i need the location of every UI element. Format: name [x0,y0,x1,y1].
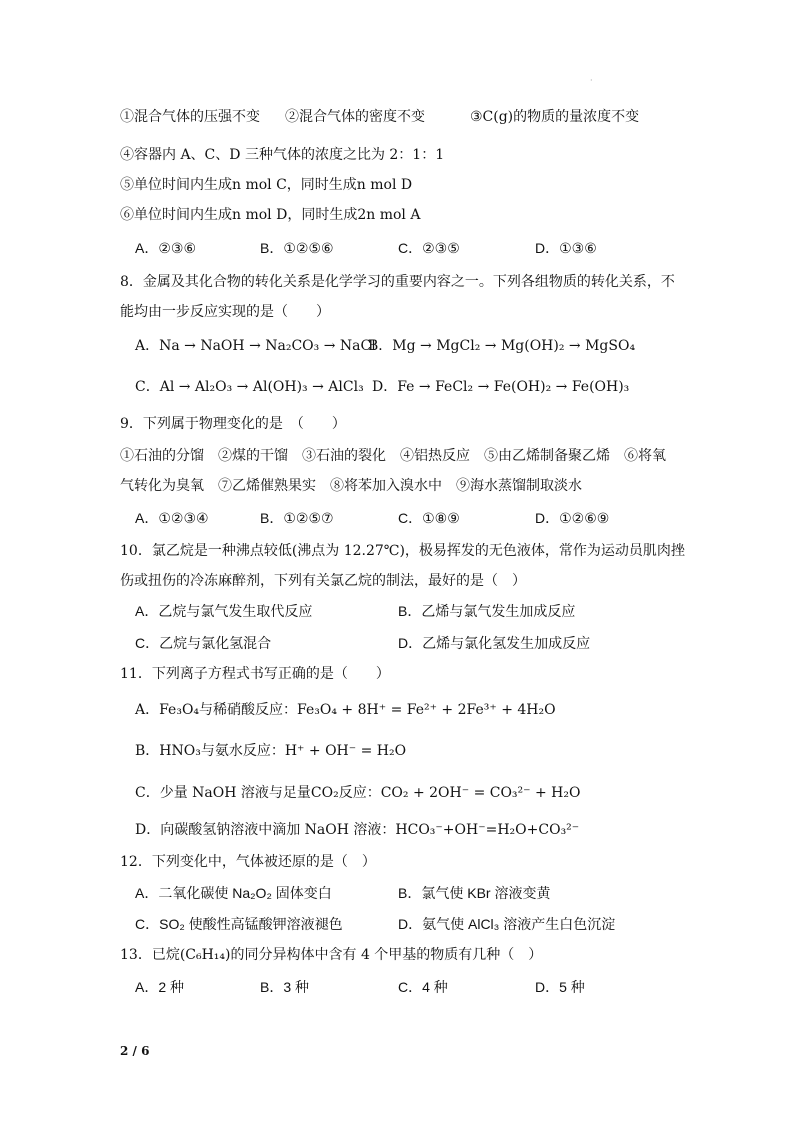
page-number: 2 / 6 [120,1044,150,1058]
q7-option-d: D．①③⑥ [535,240,597,256]
q12-option-a: A．二氧化碳使 Na₂O₂ 固体变白 [135,885,332,901]
corner-mark: · [590,76,593,85]
q11-option-a: A．Fe₃O₄与稀硝酸反应：Fe₃O₄ + 8H⁺ = Fe²⁺ + 2Fe³⁺ + 4H₂O [135,702,556,718]
q13-option-b: B．3 种 [260,979,310,995]
q8-stem-line2: 能均由一步反应实现的是（ ） [120,304,330,320]
q7-cond6: ⑥单位时间内生成n mol D，同时生成2n mol A [120,207,421,223]
q9-items-line1: ①石油的分馏 ②煤的干馏 ③石油的裂化 ④铝热反应 ⑤由乙烯制备聚乙烯 ⑥将氧 [120,448,666,464]
q10-option-b: B．乙烯与氯气发生加成反应 [398,603,576,619]
q10-option-c: C．乙烷与氯化氢混合 [135,635,272,651]
q9-stem: 9．下列属于物理变化的是 （ ） [120,416,346,432]
q8-option-c: C．Al → Al₂O₃ → Al(OH)₃ → AlCl₃ [135,379,364,395]
q12-option-c: C．SO₂ 使酸性高锰酸钾溶液褪色 [135,916,343,932]
q13-stem: 13．已烷(C₆H₁₄)的同分异构体中含有 4 个甲基的物质有几种（ ） [120,947,543,963]
q11-stem: 11．下列离子方程式书写正确的是（ ） [120,666,390,682]
q10-option-d: D．乙烯与氯化氢发生加成反应 [398,635,591,651]
q11-option-c: C．少量 NaOH 溶液与足量CO₂反应：CO₂ + 2OH⁻ = CO₃²⁻ + H₂O [135,785,581,801]
q7-cond5: ⑤单位时间内生成n mol C，同时生成n mol D [120,177,413,193]
q8-option-d: D．Fe → FeCl₂ → Fe(OH)₂ → Fe(OH)₃ [372,379,630,395]
q10-stem-line1: 10．氯乙烷是一种沸点较低(沸点为 12.27℃)，极易挥发的无色液体，常作为运动员肌肉挫 [120,543,685,559]
q7-option-a: A．②③⑥ [135,240,196,256]
q12-stem: 12．下列变化中，气体被还原的是（ ） [120,854,376,870]
q7-option-c: C．②③⑤ [398,240,460,256]
q11-option-b: B．HNO₃与氨水反应：H⁺ + OH⁻ = H₂O [135,743,407,759]
q13-option-c: C．4 种 [398,979,448,995]
q12-option-b: B．氯气使 KBr 溶液变黄 [398,885,551,901]
q10-stem-line2: 伤或扭伤的冷冻麻醉剂，下列有关氯乙烷的制法，最好的是（ ） [120,573,526,589]
q7-cond1: ①混合气体的压强不变 [120,109,260,125]
q8-stem-line1: 8．金属及其化合物的转化关系是化学学习的重要内容之一。下列各组物质的转化关系，不 [120,274,675,290]
q9-option-c: C．①⑧⑨ [398,510,460,526]
q7-conditions-row1 [120,107,640,127]
q7-cond2: ②混合气体的密度不变 [285,109,425,125]
q7-option-b: B．①②⑤⑥ [260,240,334,256]
q7-cond3: ③C(g)的物质的量浓度不变 [470,109,640,125]
q12-option-d: D．氨气使 AlCl₃ 溶液产生白色沉淀 [398,916,616,932]
q9-items-line2: 气转化为臭氧 ⑦乙烯催熟果实 ⑧将苯加入溴水中 ⑨海水蒸馏制取淡水 [120,478,582,494]
q13-option-d: D．5 种 [535,979,585,995]
q10-option-a: A．乙烷与氯气发生取代反应 [135,603,313,619]
q8-option-a: A．Na → NaOH → Na₂CO₃ → NaCl [135,338,376,354]
q13-option-a: A．2 种 [135,979,185,995]
q9-option-a: A．①②③④ [135,510,209,526]
q9-option-d: D．①②⑥⑨ [535,510,610,526]
q9-option-b: B．①②⑤⑦ [260,510,334,526]
q8-option-b: B．Mg → MgCl₂ → Mg(OH)₂ → MgSO₄ [368,338,636,354]
q7-cond4: ④容器内 A、C、D 三种气体的浓度之比为 2：1：1 [120,147,445,163]
q11-option-d: D．向碳酸氢钠溶液中滴加 NaOH 溶液：HCO₃⁻+OH⁻=H₂O+CO₃²⁻ [135,822,580,838]
